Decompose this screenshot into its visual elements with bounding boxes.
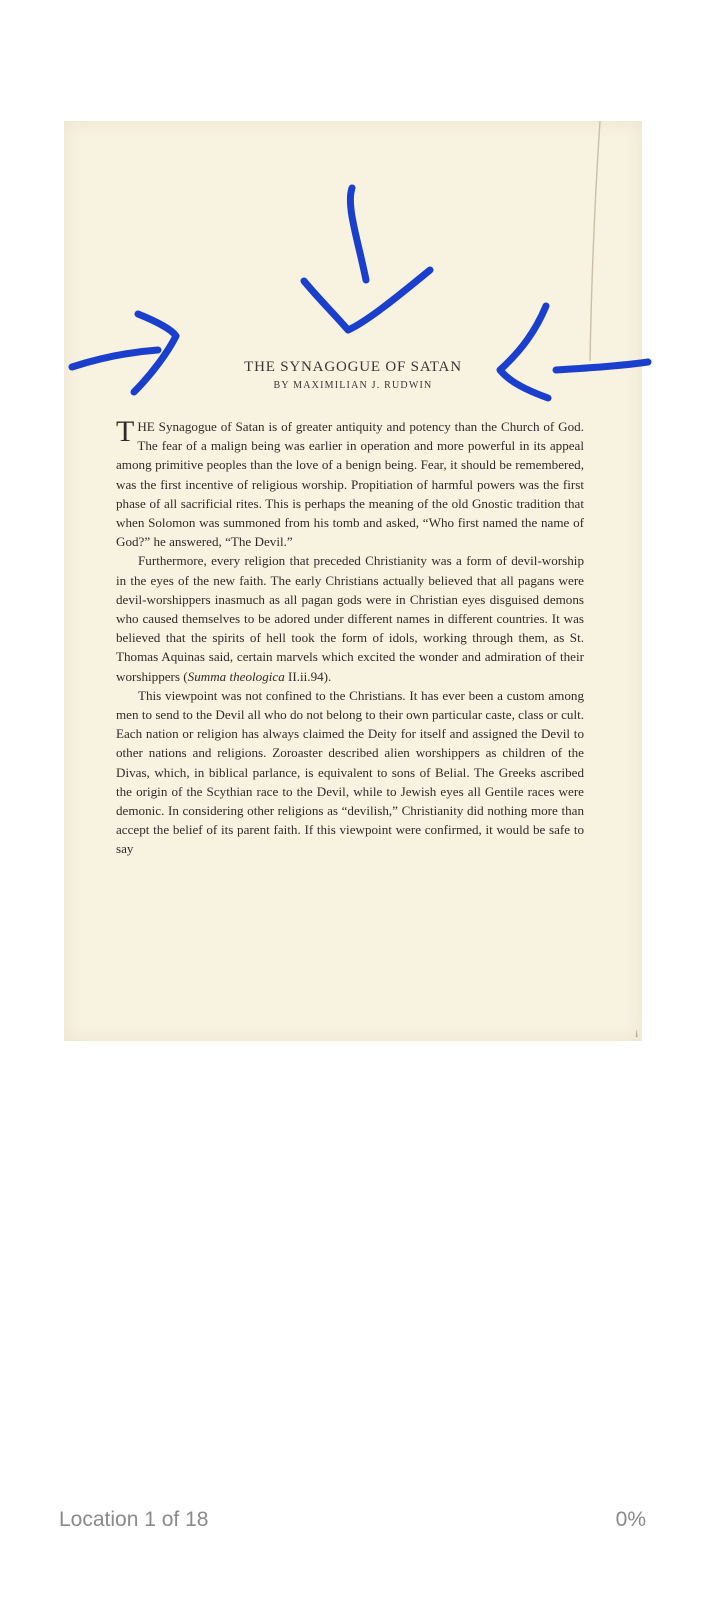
page-crease: [586, 121, 606, 361]
page-corner-mark: i: [635, 1029, 638, 1039]
citation-title: Summa theologica: [187, 668, 285, 684]
paragraph: This viewpoint was not confined to the Christians. It has ever been a custom among men to send to the Devil all who do not belong to their own particular caste, class or cult. Each nation or religion has always claimed the Deity for itself and assigned the Devil to other nations and religions. Zoroaster described alien worshippers as children of the Divas, which, in biblical parlance, is equivalent to sons of Belial. The Greeks ascribed the origin of the Scythian race to the Devil, while to Jewish eyes all Gentile races were demonic. In considering other religions as “devilish,” Christianity did nothing more than accept the belief of its parent faith. If this viewpoint were confirmed, it would be safe to say: [116, 687, 584, 857]
progress-percent: 0%: [615, 1508, 646, 1531]
article-title: THE SYNAGOGUE OF SATAN: [244, 359, 462, 375]
paragraph: [116, 551, 584, 685]
article-body: [116, 417, 584, 859]
book-page[interactable]: [64, 121, 642, 1041]
reader-footer: [0, 1508, 720, 1548]
location-indicator[interactable]: Location 1 of 18: [59, 1508, 209, 1531]
citation-reference: II.ii.94).: [284, 668, 332, 684]
paragraph-text: Furthermore, every religion that preceded Christianity was a form of devil-worship in the eyes of the new faith. The early Christians actually believed that all pagans were devil-worshippers inasmuch as all pagan gods were in Christian eyes disguised demons who caused themselves to be adored under different names in different countries. It was believed that the spirits of hell took the form of idols, working through them, as St. Thomas Aquinas said, certain marvels which excited the wonder and admiration of their worshippers (: [116, 553, 584, 684]
paragraph: THE Synagogue of Satan is of greater antiquity and potency than the Church of God. The fear of a malign being was earlier in operation and more powerful in its appeal among primitive peoples than the love of a benign being. Fear, it should be remembered, was the first incentive of religious worship. Propitiation of harmful powers was the first phase of all sacrificial rites. This is perhaps the meaning of the old Gnostic tradition that when Solomon was summoned from his tomb and asked, “Who first named the name of God?” he answered, “The Devil.”: [116, 415, 584, 550]
article-byline: BY MAXIMILIAN J. RUDWIN: [273, 380, 433, 391]
